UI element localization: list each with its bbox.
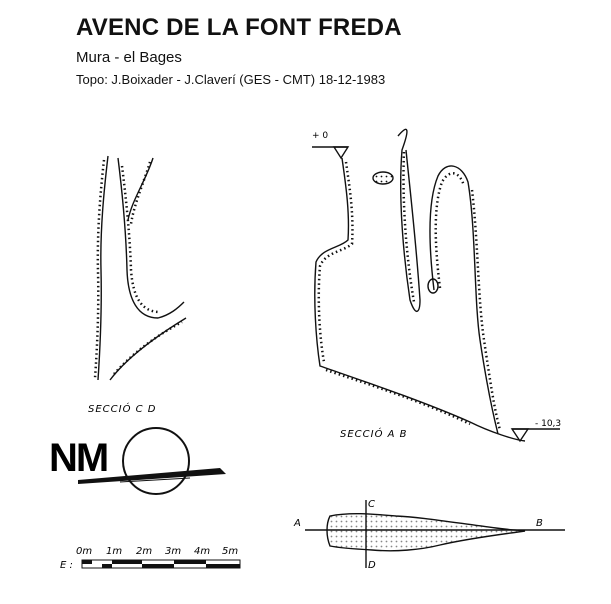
- section-ab-right-outer-rubble: [472, 190, 500, 430]
- scale-prefix: E :: [60, 560, 73, 571]
- section-ab-label: SECCIÓ A B: [340, 429, 408, 440]
- entrance-depth-label: + 0: [312, 131, 329, 141]
- scale-bar-segment: [102, 564, 112, 568]
- section-cd-lower-rubble: [114, 322, 182, 374]
- bottom-depth-label: - 10,3: [535, 419, 562, 429]
- scale-tick-label: 5m: [222, 546, 239, 557]
- scale-tick-label: 1m: [106, 546, 123, 557]
- rock-block: [373, 172, 393, 184]
- scale-bar-segment: [142, 564, 174, 568]
- map-location: Mura - el Bages: [76, 49, 182, 66]
- plan-label-d: D: [368, 560, 376, 571]
- section-ab-pillar: [398, 129, 420, 311]
- scale-bar-segment: [82, 560, 92, 564]
- map-title: AVENC DE LA FONT FREDA: [76, 14, 402, 41]
- section-cd-inner-wall: [118, 158, 184, 318]
- section-ab: [312, 129, 560, 441]
- section-cd: [95, 156, 186, 380]
- section-ab-right-rubble: [436, 173, 464, 288]
- scale-tick-label: 0m: [76, 546, 93, 557]
- section-ab-floor-rubble: [326, 370, 470, 424]
- section-ab-right-wall: [430, 166, 498, 434]
- plan-label-a: A: [294, 518, 301, 529]
- plan-label-c: C: [368, 499, 375, 510]
- section-cd-left-wall: [98, 156, 108, 380]
- scale-bar-segment: [206, 564, 240, 568]
- north-arrow-circle: [123, 428, 189, 494]
- section-ab-entrance-rubble: [319, 162, 353, 362]
- scale-tick-label: 4m: [194, 546, 211, 557]
- plan-outline: [327, 514, 525, 551]
- plan-view: [305, 500, 565, 568]
- section-cd-label: SECCIÓ C D: [88, 404, 157, 415]
- map-credit: Topo: J.Boixader - J.Claverí (GES - CMT) 18-12-1983: [76, 72, 386, 87]
- entrance-marker: [334, 147, 348, 158]
- scale-tick-label: 3m: [165, 546, 182, 557]
- scale-bar: [82, 560, 240, 568]
- scale-bar-segment: [112, 560, 142, 564]
- scale-bar-segment: [174, 560, 206, 564]
- plan-label-b: B: [536, 518, 543, 529]
- scale-tick-label: 2m: [136, 546, 153, 557]
- section-cd-right-rubble: [131, 162, 150, 224]
- north-arrow-label: NM: [49, 436, 108, 480]
